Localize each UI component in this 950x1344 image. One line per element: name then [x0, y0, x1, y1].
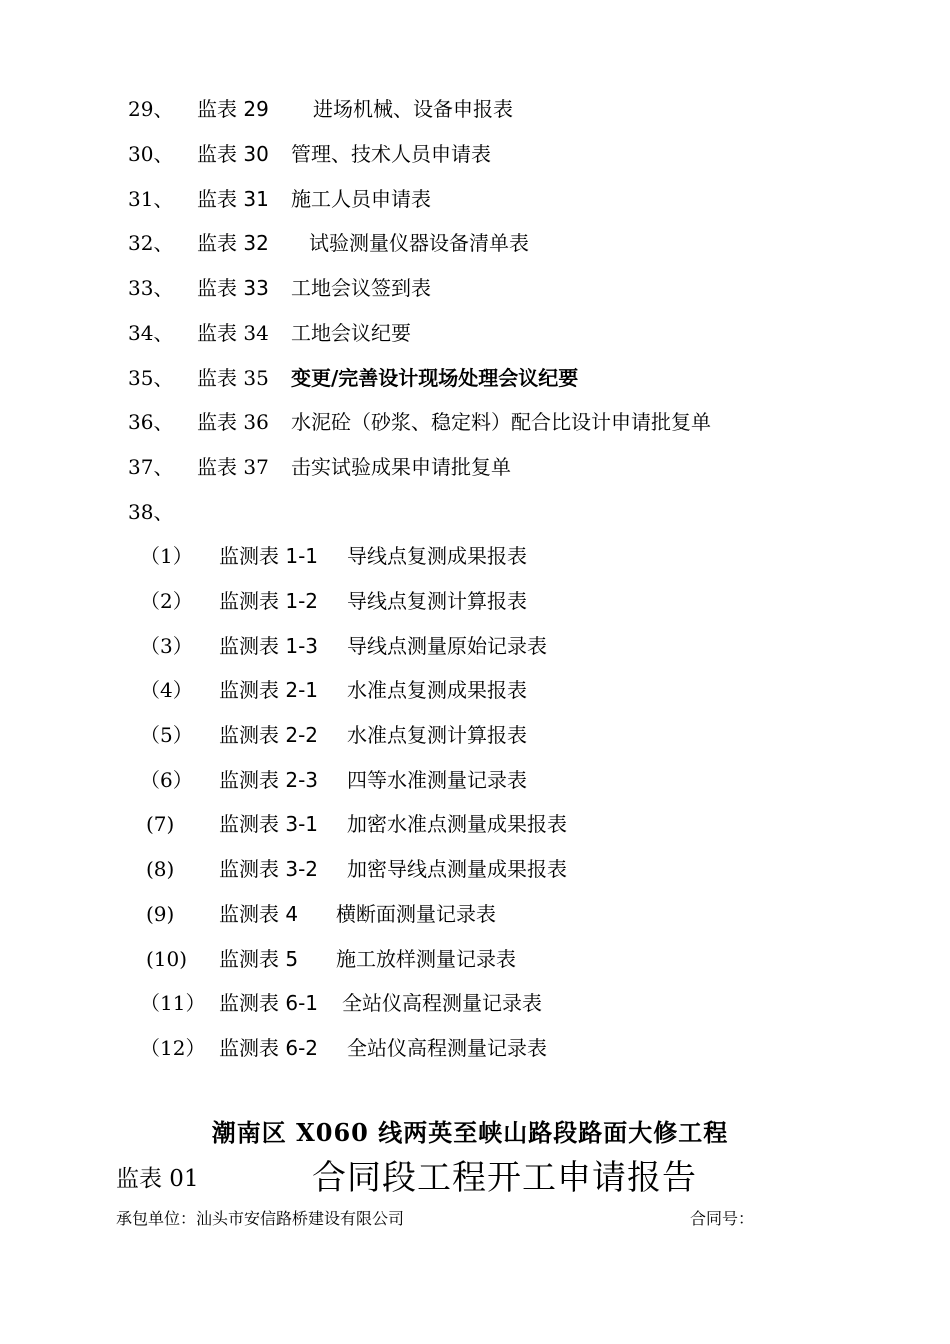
sub-item-number: （12） — [140, 1036, 206, 1060]
form-code-label: 监表 01 — [116, 1166, 199, 1192]
form-code: 监测表 1-1 — [219, 544, 319, 568]
sub-item-number: (8) — [146, 857, 175, 881]
form-title: 施工放样测量记录表 — [336, 947, 516, 971]
form-title: 导线点复测成果报表 — [347, 544, 527, 568]
form-title: 工地会议纪要 — [291, 321, 411, 345]
item-number: 33、 — [128, 276, 174, 300]
form-code: 监测表 3-1 — [219, 812, 319, 836]
form-code: 监测表 1-3 — [219, 634, 319, 658]
project-title: 潮南区 X060 线两英至峡山路段路面大修工程 — [211, 1118, 729, 1147]
item-number: 38、 — [128, 500, 174, 524]
form-code: 监表 29 — [197, 97, 269, 121]
form-code: 监表 34 — [197, 321, 269, 345]
report-title: 合同段工程开工申请报告 — [312, 1158, 697, 1198]
form-title: 加密水准点测量成果报表 — [347, 812, 567, 836]
item-number: 35、 — [128, 366, 174, 390]
form-title: 施工人员申请表 — [291, 187, 431, 211]
form-title: 全站仪高程测量记录表 — [347, 1036, 547, 1060]
item-number: 34、 — [128, 321, 174, 345]
contractor-line: 承包单位：汕头市安信路桥建设有限公司 — [116, 1209, 405, 1228]
form-title: 加密导线点测量成果报表 — [347, 857, 567, 881]
sub-item-number: （1） — [140, 544, 193, 568]
form-code: 监测表 2-3 — [219, 768, 319, 792]
form-code: 监表 36 — [197, 410, 269, 434]
form-title: 导线点测量原始记录表 — [347, 634, 547, 658]
sub-item-number: （6） — [140, 768, 193, 792]
sub-item-number: （2） — [140, 589, 193, 613]
form-code: 监表 37 — [197, 455, 269, 479]
form-code: 监测表 6-2 — [219, 1036, 319, 1060]
item-number: 30、 — [128, 142, 174, 166]
form-code: 监测表 5 — [219, 947, 299, 971]
sub-item-number: (9) — [146, 902, 175, 926]
form-title: 变更/完善设计现场处理会议纪要 — [291, 366, 579, 390]
form-code: 监表 33 — [197, 276, 269, 300]
form-title: 横断面测量记录表 — [336, 902, 496, 926]
sub-item-number: （5） — [140, 723, 193, 747]
form-code: 监测表 6-1 — [219, 991, 319, 1015]
sub-item-number: （4） — [140, 678, 193, 702]
form-code: 监表 35 — [197, 366, 269, 390]
form-code: 监测表 4 — [219, 902, 299, 926]
form-title: 工地会议签到表 — [291, 276, 431, 300]
item-number: 37、 — [128, 455, 174, 479]
form-title: 击实试验成果申请批复单 — [291, 455, 511, 479]
form-title: 试验测量仪器设备清单表 — [309, 231, 529, 255]
sub-item-number: (10) — [146, 947, 188, 971]
form-code: 监表 32 — [197, 231, 269, 255]
item-number: 31、 — [128, 187, 174, 211]
form-title: 管理、技术人员申请表 — [291, 142, 491, 166]
form-code: 监测表 2-2 — [219, 723, 319, 747]
form-title: 四等水准测量记录表 — [347, 768, 527, 792]
contract-number-label: 合同号： — [690, 1209, 755, 1228]
item-number: 29、 — [128, 97, 174, 121]
item-number: 32、 — [128, 231, 174, 255]
form-title: 全站仪高程测量记录表 — [342, 991, 542, 1015]
form-code: 监测表 1-2 — [219, 589, 319, 613]
form-title: 进场机械、设备申报表 — [313, 97, 513, 121]
form-title: 水准点复测成果报表 — [347, 678, 527, 702]
form-code: 监表 31 — [197, 187, 269, 211]
form-title: 水泥砼（砂浆、稳定料）配合比设计申请批复单 — [291, 410, 711, 434]
item-number: 36、 — [128, 410, 174, 434]
sub-item-number: （11） — [140, 991, 206, 1015]
sub-item-number: （3） — [140, 634, 193, 658]
form-code: 监表 30 — [197, 142, 269, 166]
form-code: 监测表 3-2 — [219, 857, 319, 881]
form-title: 水准点复测计算报表 — [347, 723, 527, 747]
form-title: 导线点复测计算报表 — [347, 589, 527, 613]
form-code: 监测表 2-1 — [219, 678, 319, 702]
sub-item-number: (7) — [146, 812, 175, 836]
